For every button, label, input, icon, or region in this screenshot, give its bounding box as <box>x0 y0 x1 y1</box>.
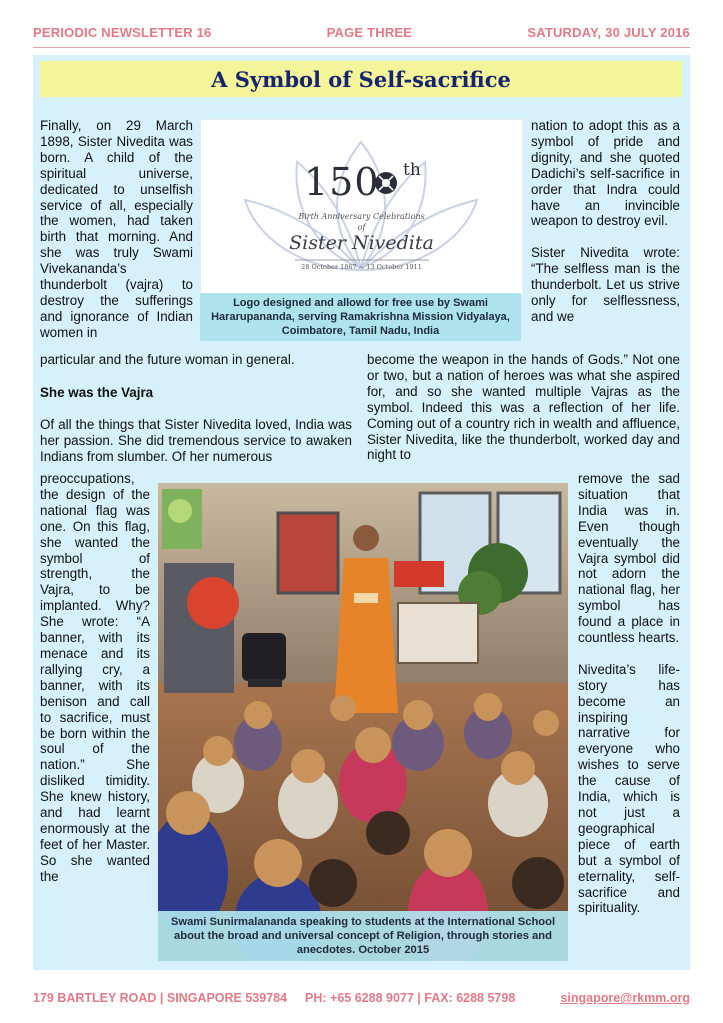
article-title: A Symbol of Self-sacrifice <box>211 66 511 92</box>
logo-name: Sister Nivedita <box>289 232 434 254</box>
logo-subtitle: Birth Anniversary Celebrations <box>298 212 425 221</box>
section-subheading: She was the Vajra <box>40 385 154 400</box>
vajra-section <box>40 385 352 465</box>
right-top-paragraph-1: nation to adopt this as a symbol of pride and dignity, and she quoted Dadichi’s self-sacrifice in order that Indra could have an invincible weapon to destroy evil. <box>531 118 680 229</box>
issue-date: SATURDAY, 30 JULY 2016 <box>527 24 690 40</box>
classroom-photo-graphic <box>158 483 568 961</box>
logo-caption <box>200 293 521 341</box>
article-title-band <box>40 61 682 97</box>
logo-dates: 28 October 1867 ~ 13 October 1911 <box>301 263 422 271</box>
right-top-paragraph-2: Sister Nivedita wrote: “The selfless man is the thunderbolt. Let us strive only for selflessness, and we <box>531 245 680 324</box>
intro-column <box>40 118 193 341</box>
page-number: PAGE THREE <box>326 24 413 40</box>
footer-phone: PH: +65 6288 9077 | FAX: 6288 5798 <box>305 991 516 1005</box>
logo-of: of <box>357 223 366 232</box>
newsletter-issue: PERIODIC NEWSLETTER 16 <box>33 24 212 40</box>
footer-email-link[interactable]: singapore@rkmm.org <box>560 991 690 1005</box>
vajra-paragraph: Of all the things that Sister Nivedita loved, India was her passion. She did tremendous service to awaken Indians from slumber. Of her numerous <box>40 416 352 464</box>
right-narrow-paragraph-1: remove the sad situation that India was in. Even though eventually the Vajra symbol did not adorn the national flag, her symbol has found a place in countless hearts. <box>578 471 680 646</box>
right-mid-paragraph: become the weapon in the hands of Gods.” Not one or two, but a nation of heroes was what she aspired for, and so she wanted multiple Vajras as the symbol. Indeed this was a reflection of her life. Coming out of a country rich in wealth and affluence, Sister Nivedita, like the thunderbolt, worked day and night to <box>367 352 680 463</box>
page-footer <box>33 988 690 1008</box>
flag-paragraph: preoccupations, the design of the national flag was one. On this flag, she wanted the symbol of strength, the Vajra, to be implanted. Why? She wrote: “A banner, with its menace and its rallying cry, a banner, with its benison and call to sacrifice, must be born within the soul of the nation.” She disliked timidity. She knew history, and had learnt enormously at the feet of her Master. So she wanted the <box>40 471 150 884</box>
right-top-column <box>531 118 680 325</box>
photo-caption-text: Swami Sunirmalananda speaking to students at the International School about the broad and universal concept of Religion, through stories and anecdotes. October 2015 <box>170 916 556 956</box>
logo-ordinal-suffix: th <box>403 160 421 180</box>
page-header <box>33 18 690 46</box>
right-mid-column <box>367 352 680 463</box>
logo-numeral: 150 <box>304 160 380 204</box>
anniversary-logo <box>200 119 523 295</box>
left-narrow-column <box>40 471 150 885</box>
logo-caption-text: Logo designed and allowd for free use by Swami Hararupananda, serving Ramakrishna Mission Vidyalaya, Coimbatore, Tamil Nadu, India <box>211 297 510 337</box>
classroom-photo <box>158 483 568 961</box>
intro-paragraph: Finally, on 29 March 1898, Sister Nivedita was born. A child of the spiritual universe, dedicated to unselfish service of all, especially the women, had taken birth that morning. And she was truly Swami Vivekananda’s thunderbolt (vajra) to destroy the sufferings and ignorance of Indian women in <box>40 118 193 340</box>
intro-continuation <box>40 352 370 368</box>
right-narrow-paragraph-2: Nivedita’s life-story has become an inspiring narrative for everyone who wishes to serve the cause of India, which is not just a geographical piece of earth but a symbol of eternality, self-sacrifice and spirituality. <box>578 661 680 916</box>
right-narrow-column <box>578 471 680 916</box>
photo-caption <box>158 911 568 961</box>
footer-address: 179 BARTLEY ROAD | SINGAPORE 539784 <box>33 991 288 1005</box>
intro-continuation-text: particular and the future woman in general. <box>40 352 295 367</box>
header-divider <box>33 47 690 48</box>
